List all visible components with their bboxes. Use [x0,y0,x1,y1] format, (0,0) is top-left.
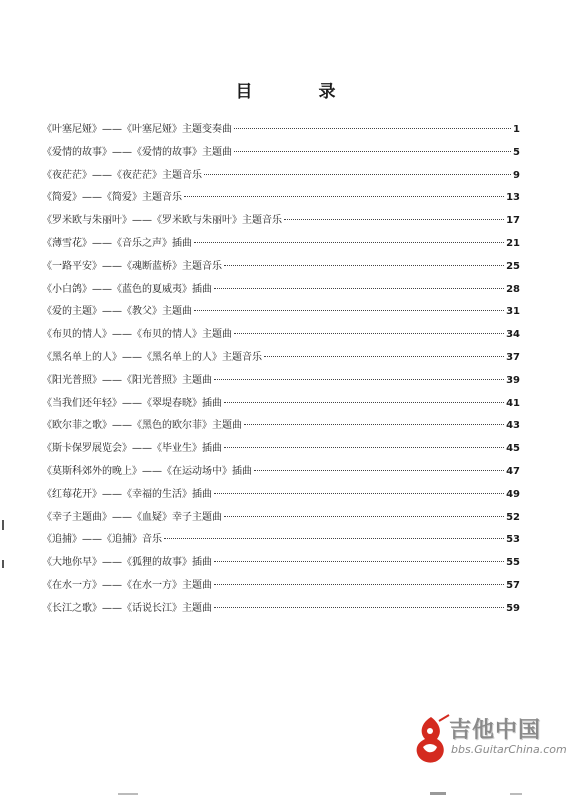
toc-entry-page: 25 [506,260,520,272]
scan-artifacts [0,791,571,797]
toc-entry [42,325,520,348]
toc-entry-page: 1 [513,124,520,135]
toc-dot-leader [224,447,504,448]
watermark-url: bbs.GuitarChina.com [451,743,567,756]
toc-entry-title: 《小白鸽》——《蓝色的夏威夷》插曲 [42,283,212,295]
toc-dot-leader [224,265,504,266]
toc-entry [42,257,520,280]
toc-dot-leader [214,607,504,608]
toc-entry-title: 《幸子主题曲》——《血疑》幸子主题曲 [42,511,222,523]
toc-entry [42,143,520,166]
page-title: 目 录 [235,82,366,103]
toc-entry-title: 《当我们还年轻》——《翠堤春晓》插曲 [42,397,222,409]
toc-entry-page: 41 [506,397,520,409]
toc-entry-page: 45 [506,443,520,455]
toc-entry [42,348,520,371]
toc-entry [42,166,520,189]
toc-entry [42,280,520,303]
toc-entry [42,599,520,622]
watermark-logo [409,709,567,771]
toc-dot-leader [164,538,504,539]
toc-entry [42,188,520,211]
toc-entry-title: 《莫斯科郊外的晚上》——《在运动场中》插曲 [42,465,252,477]
toc-entry [42,234,520,257]
toc-entry [42,394,520,417]
toc-entry-title: 《夜茫茫》——《夜茫茫》主题音乐 [42,169,202,181]
toc-entry-page: 37 [506,351,520,363]
toc-dot-leader [234,128,511,129]
toc-entry-page: 59 [506,602,520,614]
toc-dot-leader [234,151,511,152]
toc-entry-page: 53 [506,534,520,546]
toc-dot-leader [204,174,511,175]
toc-dot-leader [194,242,504,243]
toc-entry [42,530,520,553]
toc-entry-title: 《罗米欧与朱丽叶》——《罗米欧与朱丽叶》主题音乐 [42,215,282,227]
toc-entry-title: 《简爱》——《简爱》主题音乐 [42,192,182,204]
toc-dot-leader [224,516,504,517]
toc-entry-title: 《黑名单上的人》——《黑名单上的人》主题音乐 [42,351,262,363]
toc-entry [42,462,520,485]
toc-entry-page: 5 [513,146,520,158]
toc-entry-title: 《欧尔菲之歌》——《黑色的欧尔菲》主题曲 [42,420,242,432]
toc-dot-leader [194,310,504,311]
toc-entry-page: 49 [506,488,520,500]
toc-entry-page: 43 [506,420,520,432]
toc-dot-leader [254,470,504,471]
toc-dot-leader [224,402,504,403]
toc-entry-page: 31 [506,306,520,318]
toc-dot-leader [244,424,504,425]
toc-entry [42,485,520,508]
toc-entry-page: 34 [506,329,520,341]
toc-dot-leader [234,333,504,334]
toc-entry-page: 47 [506,465,520,477]
toc-entry-page: 17 [506,215,520,227]
toc-entry-title: 《斯卡保罗展览会》——《毕业生》插曲 [42,443,222,455]
toc-entry-title: 《爱情的故事》——《爱情的故事》主题曲 [42,146,232,158]
toc-entry-title: 《爱的主题》——《教父》主题曲 [42,306,192,318]
toc-entry-title: 《大地你早》——《狐狸的故事》插曲 [42,557,212,569]
toc-entry-title: 《薄雪花》——《音乐之声》插曲 [42,237,192,249]
toc-dot-leader [214,584,504,585]
toc-dot-leader [184,196,504,197]
toc-entry [42,553,520,576]
toc-entry-title: 《追捕》——《追捕》音乐 [42,534,162,546]
toc-entry-page: 28 [506,283,520,295]
toc-entry [42,371,520,394]
toc-dot-leader [214,561,504,562]
toc-entry-page: 55 [506,557,520,569]
toc-entry [42,211,520,234]
toc-entry-title: 《叶塞尼娅》——《叶塞尼娅》主题变奏曲 [42,124,232,135]
toc-dot-leader [214,379,504,380]
toc-entry [42,120,520,143]
toc-entry-page: 13 [506,192,520,204]
toc-entry-page: 52 [506,511,520,523]
toc-entry-title: 《一路平安》——《魂断蓝桥》主题音乐 [42,260,222,272]
toc-entry [42,576,520,599]
toc-entry-page: 9 [513,169,520,181]
toc-entry-title: 《红莓花开》——《幸福的生活》插曲 [42,488,212,500]
toc-entry [42,416,520,439]
scan-edge-mark [2,520,4,530]
guitar-mascot-icon [409,713,453,767]
toc-dot-leader [214,493,504,494]
watermark-name: 吉他中国 [449,718,542,743]
toc-entry [42,508,520,531]
toc-entry-page: 21 [506,237,520,249]
toc-dot-leader [214,288,504,289]
scan-edge-mark [2,560,4,568]
toc-entry-title: 《布贝的情人》——《布贝的情人》主题曲 [42,329,232,341]
toc-entry-page: 39 [506,374,520,386]
toc-dot-leader [264,356,504,357]
toc-entry-title: 《阳光普照》——《阳光普照》主题曲 [42,374,212,386]
toc-entry-title: 《长江之歌》——《话说长江》主题曲 [42,602,212,614]
toc-entry [42,302,520,325]
toc-entry [42,439,520,462]
toc-entry-title: 《在水一方》——《在水一方》主题曲 [42,579,212,591]
table-of-contents [42,120,520,622]
toc-dot-leader [284,219,504,220]
toc-entry-page: 57 [506,579,520,591]
